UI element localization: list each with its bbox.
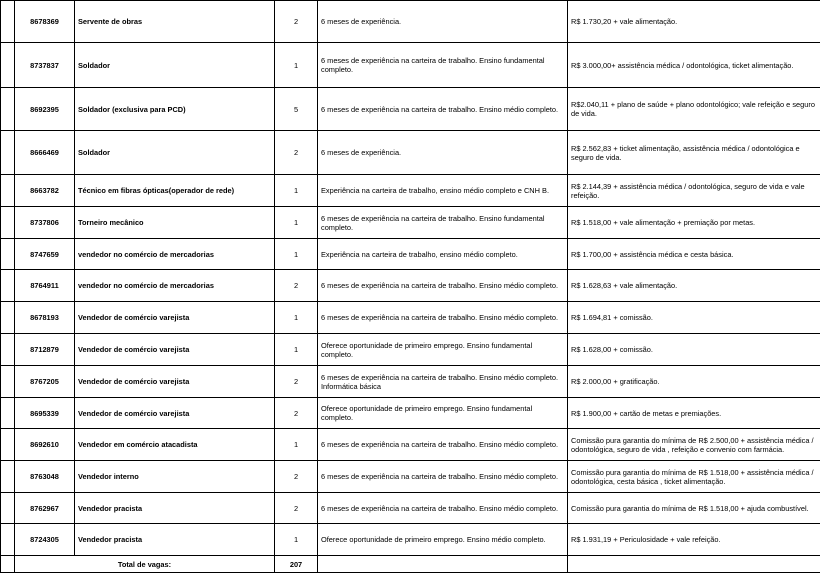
requirements: 6 meses de experiência na carteira de trabalho. Ensino médio completo. xyxy=(318,429,568,461)
vacancy-count: 2 xyxy=(275,493,318,524)
job-title: Soldador xyxy=(75,131,275,175)
table-row xyxy=(1,302,820,334)
vacancy-count: 2 xyxy=(275,366,318,398)
job-title: Torneiro mecânico xyxy=(75,207,275,239)
vacancy-count: 1 xyxy=(275,43,318,88)
requirements: Experiência na carteira de trabalho, ensino médio completo. xyxy=(318,239,568,270)
row-margin xyxy=(1,175,15,207)
vacancy-count: 1 xyxy=(275,302,318,334)
vacancy-code: 8747659 xyxy=(15,239,75,270)
vacancy-code: 8762967 xyxy=(15,493,75,524)
row-margin xyxy=(1,131,15,175)
row-margin xyxy=(1,524,15,556)
salary-benefits: R$ 2.000,00 + gratificação. xyxy=(568,366,820,398)
vacancy-count: 2 xyxy=(275,461,318,493)
requirements: Oferece oportunidade de primeiro emprego. Ensino fundamental completo. xyxy=(318,334,568,366)
vacancy-count: 1 xyxy=(275,207,318,239)
vacancy-code: 8737837 xyxy=(15,43,75,88)
row-margin xyxy=(1,398,15,429)
table-row xyxy=(1,131,820,175)
job-title: Servente de obras xyxy=(75,1,275,43)
row-margin xyxy=(1,207,15,239)
requirements: Oferece oportunidade de primeiro emprego. Ensino fundamental completo. xyxy=(318,398,568,429)
requirements: Experiência na carteira de trabalho, ensino médio completo e CNH B. xyxy=(318,175,568,207)
requirements: 6 meses de experiência na carteira de trabalho. Ensino médio completo. xyxy=(318,88,568,131)
requirements: 6 meses de experiência. xyxy=(318,131,568,175)
table-row xyxy=(1,461,820,493)
table-row xyxy=(1,43,820,88)
row-margin xyxy=(1,88,15,131)
vacancy-code: 8764911 xyxy=(15,270,75,302)
job-title: Vendedor interno xyxy=(75,461,275,493)
vacancy-code: 8666469 xyxy=(15,131,75,175)
row-margin xyxy=(1,366,15,398)
vacancy-count: 2 xyxy=(275,270,318,302)
table-row xyxy=(1,88,820,131)
job-rows xyxy=(1,1,820,556)
job-title: Técnico em fibras ópticas(operador de rede) xyxy=(75,175,275,207)
table-row xyxy=(1,493,820,524)
requirements: 6 meses de experiência na carteira de trabalho. Ensino fundamental completo. xyxy=(318,207,568,239)
row-margin xyxy=(1,270,15,302)
total-value: 207 xyxy=(275,556,318,573)
salary-benefits: R$ 2.562,83 + ticket alimentação, assistência médica / odontológica e seguro de vida. xyxy=(568,131,820,175)
job-title: Vendedor em comércio atacadista xyxy=(75,429,275,461)
requirements: 6 meses de experiência na carteira de trabalho. Ensino médio completo. Informática básica xyxy=(318,366,568,398)
job-title: Vendedor de comércio varejista xyxy=(75,334,275,366)
requirements: 6 meses de experiência na carteira de trabalho. Ensino médio completo. xyxy=(318,493,568,524)
vacancy-code: 8678369 xyxy=(15,1,75,43)
salary-benefits: R$ 2.144,39 + assistência médica / odontológica, seguro de vida e vale refeição. xyxy=(568,175,820,207)
requirements: 6 meses de experiência. xyxy=(318,1,568,43)
job-title: vendedor no comércio de mercadorias xyxy=(75,239,275,270)
job-title: Vendedor pracista xyxy=(75,524,275,556)
salary-benefits: R$ 1.694,81 + comissão. xyxy=(568,302,820,334)
table-row xyxy=(1,270,820,302)
vacancy-code: 8737806 xyxy=(15,207,75,239)
salary-benefits: R$ 1.628,00 + comissão. xyxy=(568,334,820,366)
salary-benefits: R$ 1.700,00 + assistência médica e cesta básica. xyxy=(568,239,820,270)
row-margin xyxy=(1,429,15,461)
salary-benefits: Comissão pura garantia do mínima de R$ 1.518,00 + ajuda combustível. xyxy=(568,493,820,524)
salary-benefits: R$ 1.730,20 + vale alimentação. xyxy=(568,1,820,43)
requirements: 6 meses de experiência na carteira de trabalho. Ensino médio completo. xyxy=(318,302,568,334)
requirements: 6 meses de experiência na carteira de trabalho. Ensino médio completo. xyxy=(318,461,568,493)
salary-benefits: Comissão pura garantia do mínima de R$ 1.518,00 + assistência médica / odontológica, cesta básica , ticket alimentação. xyxy=(568,461,820,493)
requirements: 6 meses de experiência na carteira de trabalho. Ensino fundamental completo. xyxy=(318,43,568,88)
vacancy-count: 2 xyxy=(275,131,318,175)
salary-benefits: R$ 1.518,00 + vale alimentação + premiação por metas. xyxy=(568,207,820,239)
job-title: Vendedor pracista xyxy=(75,493,275,524)
salary-benefits: R$2.040,11 + plano de saúde + plano odontológico; vale refeição e seguro de vida. xyxy=(568,88,820,131)
salary-benefits: R$ 1.900,00 + cartão de metas e premiações. xyxy=(568,398,820,429)
vacancy-count: 2 xyxy=(275,1,318,43)
vacancy-code: 8724305 xyxy=(15,524,75,556)
job-title: Vendedor de comércio varejista xyxy=(75,366,275,398)
salary-benefits: R$ 1.628,63 + vale alimentação. xyxy=(568,270,820,302)
requirements: Oferece oportunidade de primeiro emprego. Ensino médio completo. xyxy=(318,524,568,556)
table-row xyxy=(1,366,820,398)
row-margin xyxy=(1,43,15,88)
salary-benefits: Comissão pura garantia do mínima de R$ 2.500,00 + assistência médica / odontológica, seguro de vida , refeição e convenio com farmácia. xyxy=(568,429,820,461)
vacancy-count: 2 xyxy=(275,398,318,429)
vacancy-code: 8767205 xyxy=(15,366,75,398)
row-margin xyxy=(1,1,15,43)
table-row xyxy=(1,175,820,207)
vacancy-code: 8712879 xyxy=(15,334,75,366)
row-margin xyxy=(1,461,15,493)
table-row xyxy=(1,398,820,429)
job-title: vendedor no comércio de mercadorias xyxy=(75,270,275,302)
table-row xyxy=(1,334,820,366)
table-row xyxy=(1,207,820,239)
total-label: Total de vagas: xyxy=(15,556,275,573)
vacancy-count: 1 xyxy=(275,429,318,461)
requirements: 6 meses de experiência na carteira de trabalho. Ensino médio completo. xyxy=(318,270,568,302)
job-title: Vendedor de comércio varejista xyxy=(75,398,275,429)
job-title: Vendedor de comércio varejista xyxy=(75,302,275,334)
job-title: Soldador xyxy=(75,43,275,88)
vacancy-code: 8663782 xyxy=(15,175,75,207)
table-row xyxy=(1,429,820,461)
row-margin xyxy=(1,239,15,270)
row-margin xyxy=(1,302,15,334)
vacancy-code: 8763048 xyxy=(15,461,75,493)
row-margin xyxy=(1,493,15,524)
salary-benefits: R$ 3.000,00+ assistência médica / odontológica, ticket alimentação. xyxy=(568,43,820,88)
vacancy-count: 5 xyxy=(275,88,318,131)
job-title: Soldador (exclusiva para PCD) xyxy=(75,88,275,131)
salary-benefits: R$ 1.931,19 + Periculosidade + vale refeição. xyxy=(568,524,820,556)
vacancy-code: 8678193 xyxy=(15,302,75,334)
vacancy-code: 8692395 xyxy=(15,88,75,131)
vacancy-count: 1 xyxy=(275,524,318,556)
vacancy-count: 1 xyxy=(275,334,318,366)
vacancy-code: 8695339 xyxy=(15,398,75,429)
table-row xyxy=(1,239,820,270)
vacancy-code: 8692610 xyxy=(15,429,75,461)
row-margin xyxy=(1,334,15,366)
table-row xyxy=(1,524,820,556)
vacancy-count: 1 xyxy=(275,175,318,207)
total-row xyxy=(1,556,820,573)
vacancy-count: 1 xyxy=(275,239,318,270)
table-row xyxy=(1,1,820,43)
